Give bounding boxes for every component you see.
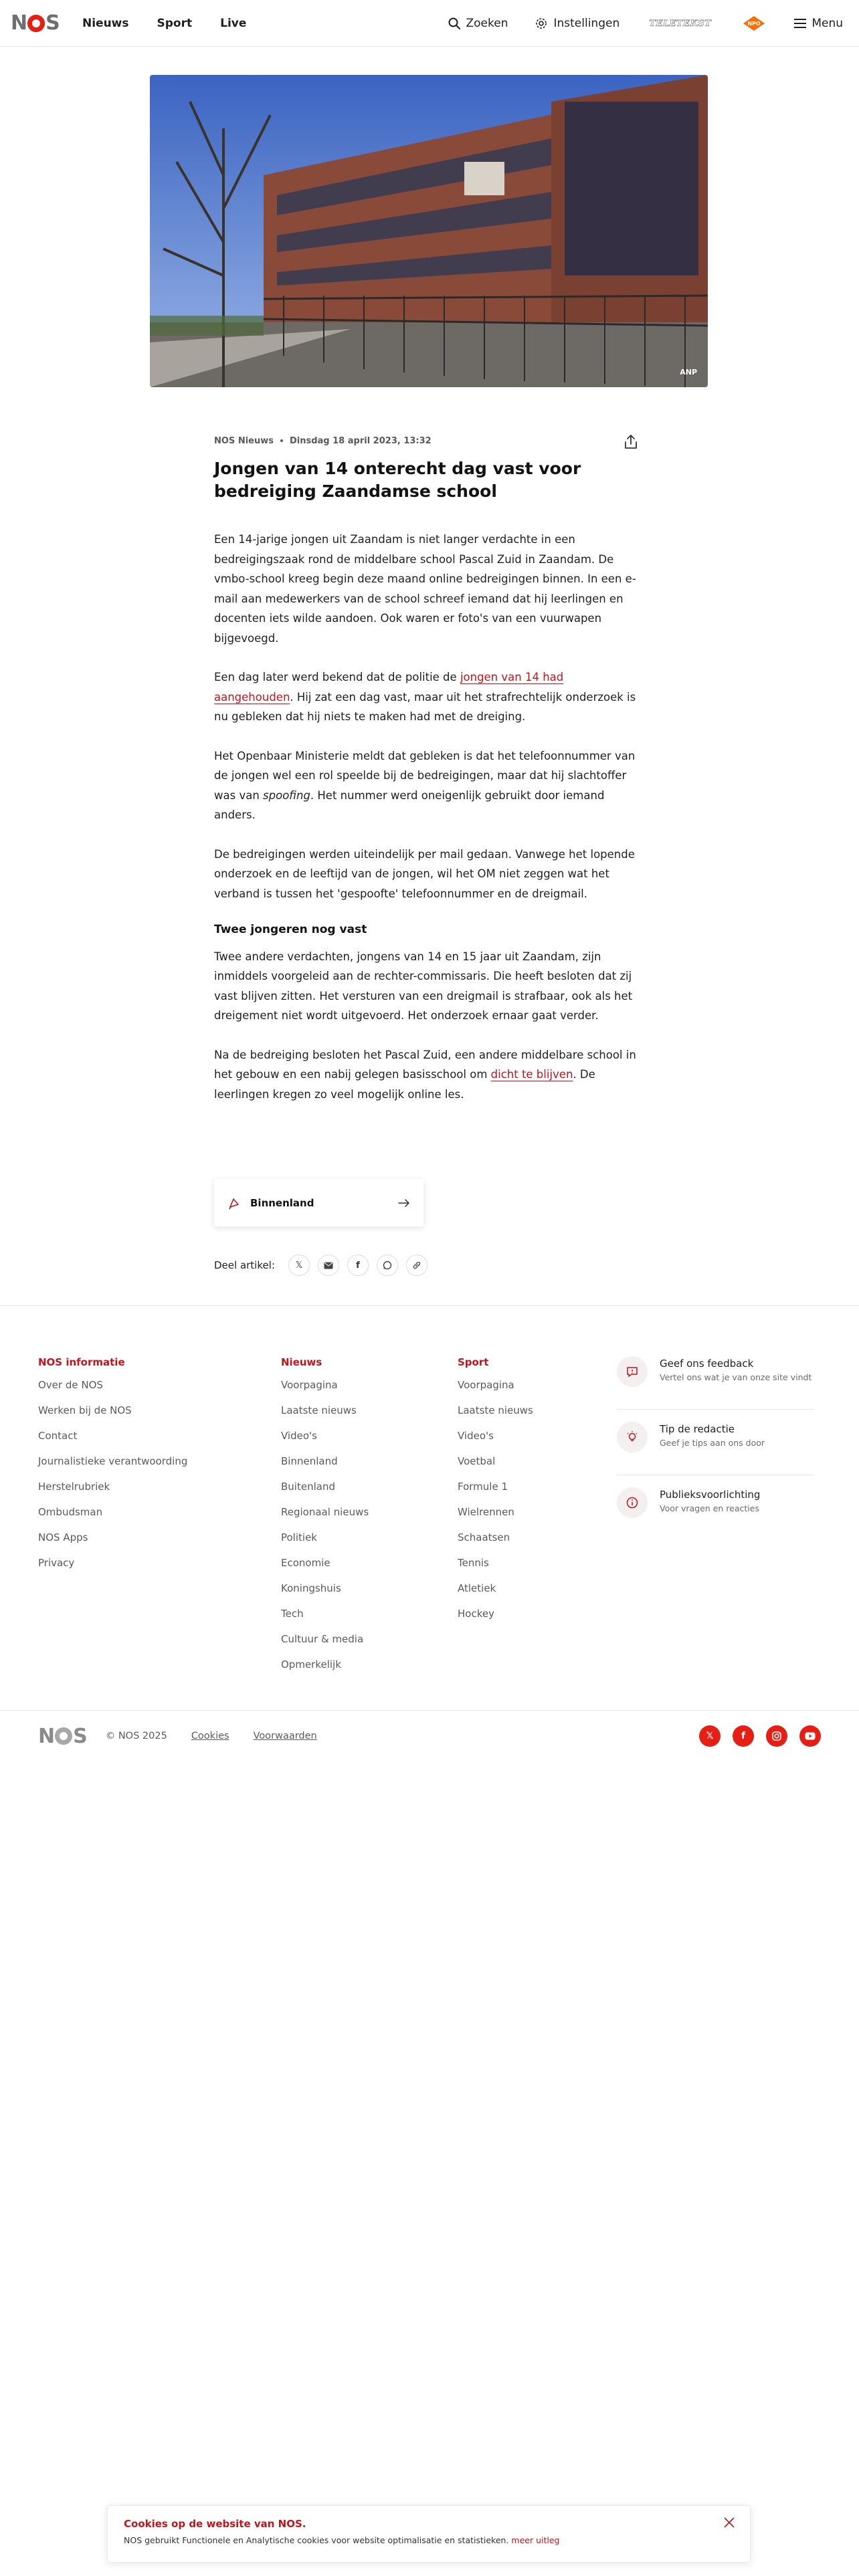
footer-link[interactable]: Schaatsen (458, 1531, 510, 1543)
logo-letter-n: N (38, 1724, 55, 1748)
footer-link[interactable]: Tennis (458, 1557, 489, 1569)
footer-col-title: Nieuws (281, 1356, 322, 1368)
footer-link[interactable]: Regionaal nieuws (281, 1506, 369, 1518)
link-dicht-te-blijven[interactable]: dicht te blijven (490, 1068, 573, 1081)
x-icon: 𝕏 (295, 1260, 303, 1271)
footer-link[interactable]: Opmerkelijk (281, 1658, 341, 1671)
npo-logo-icon (741, 15, 767, 32)
help-title: Publieksvoorlichting (660, 1489, 761, 1501)
footer-link[interactable]: Laatste nieuws (458, 1404, 533, 1416)
article-title: Jongen van 14 onterecht dag vast voor bedreiging Zaandamse school (214, 459, 581, 501)
cookie-close-button[interactable] (718, 2511, 741, 2534)
share-whatsapp-button[interactable] (377, 1255, 398, 1276)
footer-link[interactable]: Contact (38, 1430, 78, 1442)
npo-text: NPO (747, 21, 761, 27)
arrow-right-icon (398, 1198, 410, 1208)
footer-link[interactable]: Tech (281, 1608, 304, 1620)
footer-link[interactable]: Werken bij de NOS (38, 1404, 132, 1416)
hamburger-icon (794, 19, 806, 28)
footer-link[interactable]: NOS Apps (38, 1531, 88, 1543)
facebook-icon: f (356, 1260, 360, 1271)
footer-link[interactable]: Privacy (38, 1557, 75, 1569)
lightbulb-icon (626, 1430, 639, 1444)
meta-separator-dot (280, 439, 283, 442)
cookie-banner (107, 2505, 751, 2563)
nos-logo[interactable] (11, 13, 60, 33)
help-title: Geef ons feedback (660, 1358, 754, 1370)
share-facebook-button[interactable] (347, 1255, 369, 1276)
voorwaarden-link[interactable]: Voorwaarden (253, 1731, 317, 1741)
logo-letter-n: N (11, 11, 27, 35)
tag-label: Binnenland (250, 1196, 314, 1209)
paragraph-2-text-a: Een dag later werd bekend dat de politie de (214, 671, 460, 683)
x-social-link[interactable] (699, 1725, 721, 1747)
help-subtitle: Geef je tips aan ons door (660, 1438, 765, 1448)
logo-letter-o (27, 15, 45, 32)
share-article-row (214, 1252, 427, 1279)
x-icon: 𝕏 (706, 1731, 714, 1741)
paragraph-3-text-b: . Het nummer werd oneigenlijk gebruikt door iemand anders. (214, 788, 605, 821)
logo-letter-s: S (45, 11, 60, 35)
footer-link[interactable]: Voorpagina (458, 1379, 514, 1391)
footer-link[interactable]: Voorpagina (281, 1379, 338, 1391)
footer-col-nos-informatie (38, 1356, 187, 1576)
footer-link[interactable]: Hockey (458, 1608, 494, 1620)
teletekst-logo: TELETEKST (649, 18, 712, 29)
school-building-photo (150, 75, 708, 387)
footer-link[interactable]: Voetbal (458, 1455, 496, 1467)
footer-col-title: NOS informatie (38, 1356, 125, 1368)
feedback-icon (626, 1365, 639, 1378)
nav-nieuws[interactable]: Nieuws (82, 17, 129, 30)
footer-help-list (617, 1358, 814, 1554)
share-email-button[interactable] (318, 1255, 339, 1276)
settings-label: Instellingen (553, 17, 620, 30)
publieksvoorlichting-item[interactable] (617, 1489, 814, 1541)
footer-link[interactable]: Politiek (281, 1531, 317, 1543)
cookie-banner-title: Cookies op de website van NOS. (124, 2518, 306, 2530)
feedback-item[interactable] (617, 1358, 814, 1410)
menu-button[interactable] (794, 17, 843, 30)
logo-letter-s: S (73, 1724, 87, 1748)
instagram-icon (771, 1731, 782, 1741)
logo-letter-o (55, 1727, 72, 1745)
footer-nos-logo[interactable] (38, 1725, 87, 1748)
paragraph-3-emphasis: spoofing (263, 788, 310, 802)
article-body (214, 530, 640, 1104)
paragraph-2 (214, 667, 640, 727)
bottom-divider (0, 1710, 859, 1711)
paragraph-3-text-a: Het Openbaar Ministerie meldt dat gebleken is dat het telefoonnummer van de jongen wel een rol speelde bij de bedreigingen, maar dat hij slachtoffer was van (214, 749, 636, 802)
paragraph-6 (214, 1045, 640, 1105)
footer-link[interactable]: Koningshuis (281, 1582, 341, 1594)
hero-image (150, 75, 708, 387)
info-icon (626, 1496, 639, 1509)
facebook-icon: f (741, 1731, 746, 1741)
settings-button[interactable] (535, 17, 619, 30)
share-button[interactable] (622, 433, 640, 451)
footer-link[interactable]: Video's (458, 1430, 494, 1442)
close-icon (723, 2516, 735, 2529)
youtube-social-link[interactable] (799, 1725, 821, 1747)
paragraph-4: De bedreigingen werden uiteindelijk per mail gedaan. Vanwege het lopende onderzoek en de leeftijd van de jongen, wil het OM niet zeggen wat het verband is tussen het 'gespoofte' telefoonnummer en de dreigmail. (214, 847, 635, 900)
share-article-label: Deel artikel: (214, 1259, 275, 1271)
facebook-social-link[interactable] (733, 1725, 754, 1747)
article-meta (214, 428, 640, 453)
article (214, 428, 640, 1123)
paragraph-1: Een 14-jarige jongen uit Zaandam is niet langer verdachte in een bedreigingszaak rond de middelbare school Pascal Zuid in Zaandam. De vmbo-school kreeg begin deze maand online bedreigingen binnen. In een e-mail aan medewerkers van de school schreef iemand dat hij leerlingen en docenten iets wilde aandoen. Ook waren er foto's van een vuurwapen bijgevoegd. (214, 533, 636, 645)
tip-icon-wrap (617, 1422, 648, 1453)
cookies-link[interactable]: Cookies (191, 1731, 229, 1741)
search-label: Zoeken (466, 17, 508, 30)
cookie-banner-text (124, 2535, 734, 2545)
npo-link[interactable] (741, 15, 767, 32)
paragraph-2-text-b: . Hij zat een dag vast, maar uit het strafrechtelijk onderzoek is nu gebleken dat hij niets te maken had met de dreiging. (214, 690, 636, 723)
help-subtitle: Vertel ons wat je van onze site vindt (660, 1372, 812, 1382)
main-nav (82, 0, 246, 47)
teletekst-link[interactable] (646, 17, 714, 30)
footer-link[interactable]: Wielrennen (458, 1506, 514, 1518)
paragraph-5: Twee andere verdachten, jongens van 14 en 15 jaar uit Zaandam, zijn inmiddels voorgeleid aan de rechter-commissaris. Die heeft besloten dat zij vast blijven zitten. Het versturen van een dreigmail is strafbaar, ook als het dreigement niet wordt uitgevoerd. Het onderzoek ernaar gaat verder. (214, 950, 633, 1022)
paragraph-3 (214, 746, 640, 825)
social-links (699, 1725, 821, 1747)
footer-link[interactable]: Cultuur & media (281, 1633, 364, 1645)
tip-redactie-item[interactable] (617, 1423, 814, 1475)
menu-label: Menu (812, 17, 843, 30)
megaphone-icon (227, 1196, 241, 1210)
footer-link[interactable]: Buitenland (281, 1481, 335, 1493)
paragraph-6-text-b: . De leerlingen kregen zo veel mogelijk online les. (214, 1068, 595, 1101)
feedback-icon-wrap (617, 1356, 648, 1387)
gear-icon (535, 17, 548, 30)
footer-bottom-bar (38, 1721, 821, 1751)
cookie-more-info-link[interactable]: meer uitleg (511, 2535, 560, 2545)
help-title: Tip de redactie (660, 1423, 735, 1435)
footer-link[interactable]: Over de NOS (38, 1379, 103, 1391)
header-actions (448, 0, 844, 47)
article-source: NOS Nieuws (214, 435, 274, 446)
youtube-icon (805, 1732, 816, 1740)
footer-link[interactable]: Laatste nieuws (281, 1404, 357, 1416)
share-icon (622, 433, 640, 451)
help-subtitle: Voor vragen en reacties (660, 1503, 759, 1513)
article-date: Dinsdag 18 april 2023, 13:32 (289, 435, 432, 446)
footer-divider (0, 1305, 859, 1306)
whatsapp-icon (383, 1261, 392, 1270)
nav-live[interactable]: Live (220, 17, 247, 30)
link-jongen-aangehouden[interactable]: jongen van 14 had aangehouden (214, 671, 564, 704)
footer-link[interactable]: Video's (281, 1430, 317, 1442)
instagram-social-link[interactable] (766, 1725, 787, 1747)
share-x-button[interactable] (288, 1255, 310, 1276)
info-icon-wrap (617, 1487, 648, 1518)
footer-link[interactable]: Herstelrubriek (38, 1481, 110, 1493)
cookie-text: NOS gebruikt Functionele en Analytische cookies voor website optimalisatie en statistieken. (124, 2535, 509, 2545)
search-icon (448, 17, 461, 30)
article-subheading: Twee jongeren nog vast (214, 923, 367, 936)
footer-col-title: Sport (458, 1356, 489, 1368)
footer-col-sport (458, 1356, 533, 1626)
footer-link[interactable]: Atletiek (458, 1582, 496, 1594)
footer-link[interactable]: Ombudsman (38, 1506, 103, 1518)
mail-icon (324, 1262, 333, 1269)
tag-binnenland-card[interactable] (214, 1179, 423, 1226)
footer-link[interactable]: Binnenland (281, 1455, 338, 1467)
footer-link[interactable]: Formule 1 (458, 1481, 508, 1493)
paragraph-6-text-a: Na de bedreiging besloten het Pascal Zuid, een andere middelbare school in het gebouw en een nabij gelegen basisschool om (214, 1048, 636, 1081)
search-button[interactable] (448, 17, 508, 30)
photo-credit: ANP (680, 368, 697, 377)
copyright: © NOS 2025 (105, 1731, 167, 1741)
link-icon (412, 1261, 421, 1270)
site-header (0, 0, 859, 47)
nav-sport[interactable]: Sport (157, 17, 193, 30)
footer-link[interactable]: Journalistieke verantwoording (38, 1455, 188, 1467)
share-copy-link-button[interactable] (406, 1255, 427, 1276)
footer-col-nieuws (281, 1356, 369, 1677)
footer-link[interactable]: Economie (281, 1557, 330, 1569)
